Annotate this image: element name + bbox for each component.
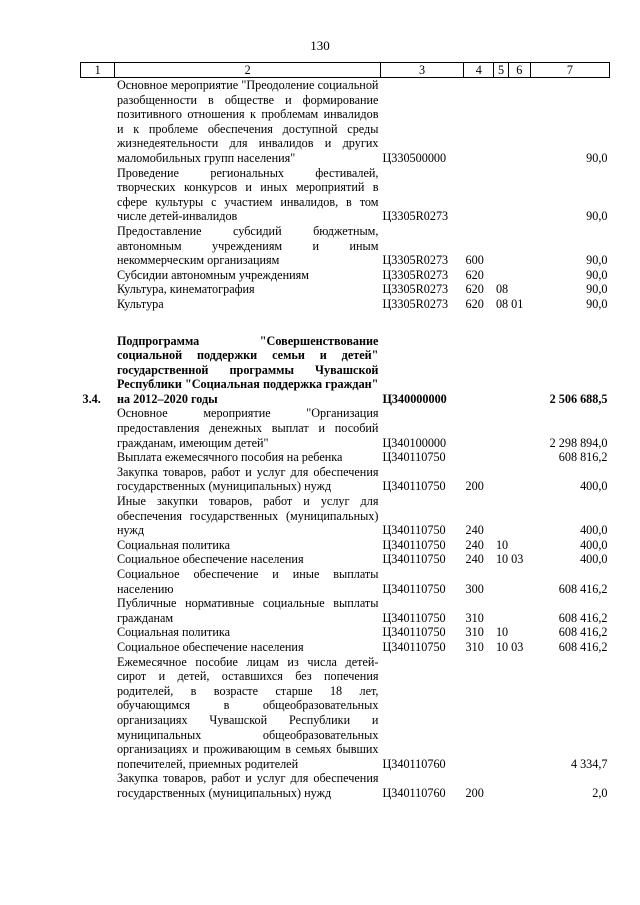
target-code-cell: Ц340110760	[382, 756, 446, 771]
table-row	[81, 282, 610, 297]
header-col-3: 3	[380, 63, 463, 78]
expense-type-cell: 240	[465, 552, 484, 567]
expense-type-cell: 240	[465, 537, 484, 552]
target-code-cell: Ц340110750	[382, 581, 446, 596]
row-number-cell	[81, 465, 115, 494]
section-cell: 10 03	[495, 639, 524, 654]
row-number-cell	[81, 640, 115, 655]
target-code-cell: Ц340110750	[382, 450, 446, 465]
amount-cell: 400,0	[580, 479, 608, 494]
row-number-cell	[81, 297, 115, 312]
table-row	[81, 450, 610, 465]
amount-cell: 400,0	[580, 552, 608, 567]
section-cell: 08 01	[495, 296, 524, 311]
table-row	[81, 334, 610, 407]
item-name-cell: Социальная политика	[116, 537, 231, 552]
row-number-cell	[81, 655, 115, 772]
section-cell: 10	[495, 625, 509, 640]
row-number-cell	[81, 268, 115, 283]
expense-type-cell: 600	[465, 253, 484, 268]
item-name-cell: Основное мероприятие "Организация предоставления денежных выплат и пособий гражданам, имеющим детей"	[116, 406, 379, 450]
target-code-cell: Ц340110750	[382, 523, 446, 538]
section-cell	[494, 655, 530, 772]
expense-type-cell: 200	[465, 785, 484, 800]
item-name-cell: Социальное обеспечение населения	[116, 552, 304, 567]
table-row	[81, 596, 610, 625]
row-number-cell	[81, 450, 115, 465]
row-number-cell: 3.4.	[82, 391, 101, 406]
header-col-6: 6	[508, 63, 530, 78]
item-name-cell: Предоставление субсидий бюджетным, автономным учреждениям и иным некоммерческим организациям	[116, 223, 379, 268]
expense-type-cell	[464, 78, 494, 166]
target-code-cell: Ц3305R0273	[382, 209, 449, 224]
item-name-cell: Основное мероприятие "Преодоление социальной разобщенности в обществе и формирование позитивного отношения к проблемам инвалидов и к проблеме обеспечения доступной среды жизнедеятельности для инвалидов и других маломобильных групп населения"	[116, 78, 379, 165]
target-code-cell: Ц3305R0273	[382, 282, 449, 297]
section-cell: 10 03	[495, 552, 524, 567]
item-name-cell: Закупка товаров, работ и услуг для обеспечения государственных (муниципальных) нужд	[116, 464, 379, 494]
amount-cell: 90,0	[586, 296, 608, 311]
row-number-cell	[81, 494, 115, 538]
item-name-cell: Ежемесячное пособие лицам из числа детей-сирот и детей, оставшихся без попечения родителей, в возрасте старше 18 лет, обучающимся в общеобразовательных организациях Чувашской Республики и муниципальных общеобразовательных организациях и проживающим в семьях бывших попечителей, приемных родителей	[116, 654, 379, 771]
row-number-cell	[81, 282, 115, 297]
item-name-cell: Выплата ежемесячного пособия на ребенка	[116, 450, 343, 465]
amount-cell: 2 298 894,0	[549, 435, 608, 450]
table-row	[81, 771, 610, 800]
table-row	[81, 166, 610, 224]
table-row	[81, 538, 610, 553]
section-cell	[494, 224, 530, 268]
amount-cell: 90,0	[586, 209, 608, 224]
target-code-cell: Ц3305R0273	[382, 267, 449, 282]
header-col-2: 2	[115, 63, 381, 78]
section-cell: 10	[495, 537, 509, 552]
table-row	[81, 78, 610, 166]
expense-type-cell: 300	[465, 581, 484, 596]
section-cell	[494, 465, 530, 494]
item-name-cell: Социальное обеспечение и иные выплаты населению	[116, 567, 379, 596]
section-cell	[494, 450, 530, 465]
row-number-cell	[81, 78, 115, 166]
table-row	[81, 625, 610, 640]
section-cell	[494, 334, 530, 407]
section-cell	[494, 406, 530, 450]
header-col-1: 1	[81, 63, 115, 78]
expense-type-cell: 310	[465, 625, 484, 640]
header-col-5: 5	[494, 63, 508, 78]
amount-cell: 2 506 688,5	[549, 391, 608, 406]
expense-type-cell	[464, 406, 494, 450]
item-name-cell: Закупка товаров, работ и услуг для обеспечения государственных (муниципальных) нужд	[116, 771, 379, 800]
expense-type-cell: 240	[465, 523, 484, 538]
header-col-4: 4	[464, 63, 494, 78]
amount-cell: 4 334,7	[570, 756, 608, 771]
expense-type-cell: 620	[465, 282, 484, 297]
target-code-cell: Ц340110760	[382, 785, 446, 800]
section-cell	[494, 494, 530, 538]
item-name-cell: Публичные нормативные социальные выплаты гражданам	[116, 596, 379, 625]
table-row	[81, 655, 610, 772]
expense-type-cell: 200	[465, 479, 484, 494]
row-number-cell	[81, 771, 115, 800]
budget-table	[80, 62, 610, 801]
section-cell	[494, 78, 530, 166]
row-number-cell	[81, 538, 115, 553]
expense-type-cell	[464, 334, 494, 407]
amount-cell: 400,0	[580, 523, 608, 538]
table-row	[81, 268, 610, 283]
table-header	[81, 63, 610, 78]
spacer-row	[81, 312, 610, 334]
row-number-cell	[81, 552, 115, 567]
row-number-cell	[81, 224, 115, 268]
amount-cell: 90,0	[586, 150, 608, 165]
target-code-cell: Ц3305R0273	[382, 296, 449, 311]
item-name-cell: Культура	[116, 296, 164, 311]
row-number-cell	[81, 596, 115, 625]
target-code-cell: Ц340110750	[382, 639, 446, 654]
expense-type-cell	[464, 166, 494, 224]
table-row	[81, 465, 610, 494]
expense-type-cell: 620	[465, 267, 484, 282]
amount-cell: 400,0	[580, 537, 608, 552]
target-code-cell: Ц340110750	[382, 552, 446, 567]
target-code-cell: Ц340110750	[382, 537, 446, 552]
expense-type-cell: 310	[465, 610, 484, 625]
target-code-cell: Ц340110750	[382, 625, 446, 640]
section-cell	[494, 268, 530, 283]
amount-cell: 608 416,2	[558, 639, 608, 654]
row-number-cell	[81, 166, 115, 224]
header-col-7: 7	[530, 63, 609, 78]
table-row	[81, 406, 610, 450]
target-code-cell: Ц330500000	[382, 150, 447, 165]
amount-cell: 608 816,2	[558, 450, 608, 465]
section-cell	[494, 596, 530, 625]
section-cell: 08	[495, 282, 509, 297]
page-number: 130	[310, 38, 330, 53]
expense-type-cell: 620	[465, 296, 484, 311]
row-number-cell	[81, 406, 115, 450]
table-row	[81, 224, 610, 268]
target-code-cell: Ц340000000	[382, 391, 447, 406]
amount-cell: 2,0	[592, 785, 608, 800]
table-row	[81, 567, 610, 596]
amount-cell: 608 416,2	[558, 625, 608, 640]
item-name-cell: Проведение региональных фестивалей, творческих конкурсов и иных мероприятий в сфере культуры с участием инвалидов, в том числе детей-инвалидов	[116, 165, 379, 224]
section-cell	[494, 771, 530, 800]
target-code-cell: Ц3305R0273	[382, 253, 449, 268]
expense-type-cell	[464, 655, 494, 772]
section-cell	[494, 567, 530, 596]
item-name-cell: Культура, кинематография	[116, 282, 255, 297]
row-number-cell	[81, 625, 115, 640]
item-name-cell: Подпрограмма "Совершенствование социальной поддержки семьи и детей" государственной программы Чувашской Республики "Социальная поддержка граждан" на 2012–2020 годы	[116, 333, 379, 406]
amount-cell: 90,0	[586, 267, 608, 282]
expense-type-cell: 310	[465, 639, 484, 654]
target-code-cell: Ц340100000	[382, 435, 447, 450]
table-row	[81, 552, 610, 567]
table-row	[81, 297, 610, 312]
item-name-cell: Социальная политика	[116, 625, 231, 640]
amount-cell: 90,0	[586, 282, 608, 297]
section-cell	[494, 166, 530, 224]
target-code-cell: Ц340110750	[382, 479, 446, 494]
item-name-cell: Иные закупки товаров, работ и услуг для обеспечения государственных (муниципальных) нужд	[116, 494, 379, 538]
table-row	[81, 494, 610, 538]
item-name-cell: Социальное обеспечение населения	[116, 639, 304, 654]
row-number-cell	[81, 567, 115, 596]
target-code-cell: Ц340110750	[382, 610, 446, 625]
item-name-cell: Субсидии автономным учреждениям	[116, 267, 309, 282]
amount-cell: 608 416,2	[558, 581, 608, 596]
amount-cell: 90,0	[586, 253, 608, 268]
expense-type-cell	[464, 450, 494, 465]
table-body	[81, 78, 610, 801]
amount-cell: 608 416,2	[558, 610, 608, 625]
table-row	[81, 640, 610, 655]
